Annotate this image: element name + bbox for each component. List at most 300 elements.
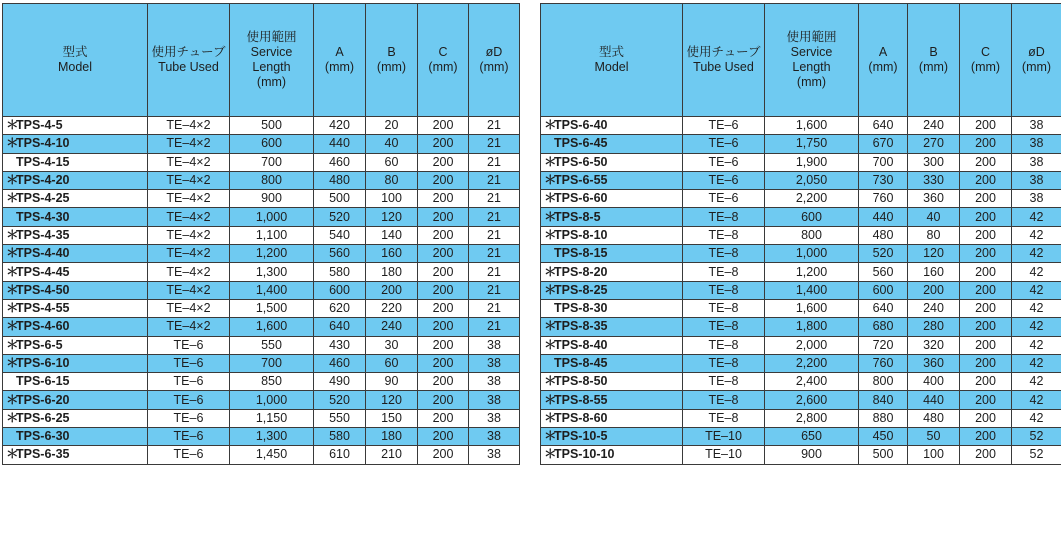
cell-model xyxy=(541,117,683,135)
cell-c: 200 xyxy=(418,428,469,446)
cell-a: 580 xyxy=(314,263,366,281)
cell-d: 42 xyxy=(1012,409,1061,427)
cell-b: 210 xyxy=(366,446,418,464)
asterisk-mark: ＊ xyxy=(544,374,557,389)
cell-a: 440 xyxy=(314,135,366,153)
cell-length: 1,100 xyxy=(230,226,314,244)
cell-model xyxy=(541,354,683,372)
model-text: TPS-10-5 xyxy=(554,429,608,444)
asterisk-mark: ＊ xyxy=(544,154,557,169)
cell-d: 38 xyxy=(1012,171,1061,189)
asterisk-mark: ＊ xyxy=(6,319,19,334)
cell-c: 200 xyxy=(418,135,469,153)
cell-c: 200 xyxy=(418,171,469,189)
cell-c: 200 xyxy=(418,391,469,409)
cell-length: 2,400 xyxy=(765,373,859,391)
table-row xyxy=(3,226,520,244)
cell-b: 60 xyxy=(366,153,418,171)
cell-model xyxy=(3,391,148,409)
cell-c: 200 xyxy=(960,263,1012,281)
cell-b: 90 xyxy=(366,373,418,391)
cell-c: 200 xyxy=(960,318,1012,336)
asterisk-mark: ＊ xyxy=(6,301,19,316)
cell-a: 680 xyxy=(859,318,908,336)
cell-a: 700 xyxy=(859,153,908,171)
asterisk-mark: ＊ xyxy=(544,118,557,133)
cell-a: 520 xyxy=(314,391,366,409)
cell-model xyxy=(541,446,683,464)
cell-model xyxy=(541,318,683,336)
cell-c: 200 xyxy=(960,135,1012,153)
cell-a: 840 xyxy=(859,391,908,409)
cell-model xyxy=(541,208,683,226)
asterisk-mark: ＊ xyxy=(544,264,557,279)
cell-c: 200 xyxy=(418,281,469,299)
cell-tube: TE–8 xyxy=(683,354,765,372)
cell-length: 550 xyxy=(230,336,314,354)
cell-tube: TE–8 xyxy=(683,409,765,427)
cell-c: 200 xyxy=(960,354,1012,372)
cell-d: 52 xyxy=(1012,428,1061,446)
asterisk-mark: ＊ xyxy=(6,173,19,188)
cell-d: 21 xyxy=(469,226,520,244)
cell-d: 42 xyxy=(1012,226,1061,244)
cell-model xyxy=(3,245,148,263)
cell-a: 460 xyxy=(314,354,366,372)
cell-b: 360 xyxy=(908,190,960,208)
table-row xyxy=(3,446,520,464)
cell-tube: TE–8 xyxy=(683,245,765,263)
model-text: TPS-6-50 xyxy=(554,154,608,169)
cell-tube: TE–4×2 xyxy=(148,299,230,317)
asterisk-mark: ＊ xyxy=(544,447,557,462)
cell-tube: TE–8 xyxy=(683,263,765,281)
cell-model xyxy=(3,409,148,427)
cell-a: 540 xyxy=(314,226,366,244)
asterisk-mark: ＊ xyxy=(6,191,19,206)
cell-length: 1,600 xyxy=(765,299,859,317)
cell-model xyxy=(541,153,683,171)
cell-model xyxy=(3,171,148,189)
table-header xyxy=(3,4,520,117)
cell-a: 580 xyxy=(314,428,366,446)
cell-length: 1,600 xyxy=(230,318,314,336)
cell-tube: TE–4×2 xyxy=(148,281,230,299)
cell-d: 42 xyxy=(1012,354,1061,372)
cell-d: 42 xyxy=(1012,336,1061,354)
cell-d: 21 xyxy=(469,171,520,189)
cell-length: 1,450 xyxy=(230,446,314,464)
cell-a: 760 xyxy=(859,354,908,372)
cell-length: 700 xyxy=(230,153,314,171)
header-b: B (mm) xyxy=(366,4,418,117)
table-row xyxy=(541,208,1061,226)
cell-tube: TE–6 xyxy=(148,336,230,354)
cell-model xyxy=(3,428,148,446)
header-model: 型式 Model xyxy=(3,4,148,117)
cell-tube: TE–4×2 xyxy=(148,117,230,135)
spec-table-left xyxy=(2,3,520,465)
cell-b: 80 xyxy=(366,171,418,189)
model-text: TPS-4-10 xyxy=(16,136,70,151)
model-text: TPS-4-45 xyxy=(16,264,70,279)
table-row xyxy=(541,373,1061,391)
table-body xyxy=(3,117,520,465)
cell-c: 200 xyxy=(960,117,1012,135)
cell-model xyxy=(3,263,148,281)
table-row xyxy=(3,391,520,409)
cell-b: 160 xyxy=(908,263,960,281)
table-row xyxy=(541,409,1061,427)
model-text: TPS-6-30 xyxy=(16,429,70,444)
header-model: 型式 Model xyxy=(541,4,683,117)
cell-d: 52 xyxy=(1012,446,1061,464)
cell-length: 1,900 xyxy=(765,153,859,171)
cell-tube: TE–6 xyxy=(148,446,230,464)
table-row xyxy=(541,428,1061,446)
model-text: TPS-6-10 xyxy=(16,356,70,370)
cell-length: 2,200 xyxy=(765,190,859,208)
table-row xyxy=(541,263,1061,281)
cell-tube: TE–6 xyxy=(683,135,765,153)
table-row xyxy=(3,336,520,354)
cell-b: 180 xyxy=(366,263,418,281)
cell-b: 200 xyxy=(908,281,960,299)
asterisk-mark: ＊ xyxy=(544,337,557,352)
asterisk-mark: ＊ xyxy=(544,429,557,444)
cell-tube: TE–8 xyxy=(683,281,765,299)
model-text: TPS-8-20 xyxy=(554,264,608,279)
cell-length: 800 xyxy=(230,171,314,189)
model-text: TPS-6-15 xyxy=(16,374,70,389)
cell-model xyxy=(541,281,683,299)
cell-model xyxy=(3,153,148,171)
cell-b: 120 xyxy=(366,208,418,226)
cell-d: 21 xyxy=(469,318,520,336)
model-text: TPS-4-20 xyxy=(16,173,70,188)
cell-length: 1,150 xyxy=(230,409,314,427)
cell-model xyxy=(541,299,683,317)
cell-model xyxy=(541,135,683,153)
cell-length: 1,200 xyxy=(765,263,859,281)
cell-model xyxy=(541,336,683,354)
table-row xyxy=(3,190,520,208)
header-c: C (mm) xyxy=(960,4,1012,117)
table-row xyxy=(3,171,520,189)
model-text: TPS-8-35 xyxy=(554,319,608,334)
cell-tube: TE–4×2 xyxy=(148,171,230,189)
cell-a: 800 xyxy=(859,373,908,391)
cell-d: 42 xyxy=(1012,318,1061,336)
cell-tube: TE–8 xyxy=(683,208,765,226)
cell-a: 560 xyxy=(314,245,366,263)
cell-tube: TE–6 xyxy=(148,409,230,427)
table-row xyxy=(3,281,520,299)
cell-length: 1,300 xyxy=(230,428,314,446)
cell-a: 640 xyxy=(314,318,366,336)
model-text: TPS-6-35 xyxy=(16,447,70,462)
asterisk-mark: ＊ xyxy=(544,173,557,188)
cell-b: 330 xyxy=(908,171,960,189)
cell-length: 500 xyxy=(230,117,314,135)
cell-length: 2,050 xyxy=(765,171,859,189)
header-c: C (mm) xyxy=(418,4,469,117)
cell-c: 200 xyxy=(418,153,469,171)
cell-d: 21 xyxy=(469,117,520,135)
cell-a: 610 xyxy=(314,446,366,464)
table-row xyxy=(3,409,520,427)
table-row xyxy=(3,245,520,263)
cell-b: 80 xyxy=(908,226,960,244)
cell-tube: TE–6 xyxy=(148,354,230,372)
table-row xyxy=(541,117,1061,135)
cell-length: 2,200 xyxy=(765,354,859,372)
cell-length: 800 xyxy=(765,226,859,244)
table-body xyxy=(541,117,1061,465)
cell-a: 600 xyxy=(859,281,908,299)
cell-length: 900 xyxy=(765,446,859,464)
cell-length: 600 xyxy=(230,135,314,153)
model-text: TPS-8-30 xyxy=(554,301,608,316)
cell-d: 38 xyxy=(469,373,520,391)
cell-d: 21 xyxy=(469,190,520,208)
cell-model xyxy=(541,391,683,409)
cell-a: 620 xyxy=(314,299,366,317)
cell-c: 200 xyxy=(418,208,469,226)
header-service-length: 使用範囲 Service Length (mm) xyxy=(230,4,314,117)
cell-model xyxy=(3,226,148,244)
table-row xyxy=(3,135,520,153)
cell-b: 120 xyxy=(908,245,960,263)
header-d: øD (mm) xyxy=(1012,4,1061,117)
table-row xyxy=(3,354,520,372)
cell-d: 38 xyxy=(1012,117,1061,135)
cell-b: 280 xyxy=(908,318,960,336)
cell-c: 200 xyxy=(960,171,1012,189)
cell-c: 200 xyxy=(418,117,469,135)
model-text: TPS-4-25 xyxy=(16,191,70,206)
table-row xyxy=(541,446,1061,464)
cell-d: 21 xyxy=(469,263,520,281)
cell-c: 200 xyxy=(960,299,1012,317)
model-text: TPS-6-45 xyxy=(554,136,608,151)
header-tube-used: 使用チューブ Tube Used xyxy=(148,4,230,117)
model-text: TPS-8-45 xyxy=(554,356,608,370)
spec-table-right xyxy=(540,3,1061,465)
cell-tube: TE–8 xyxy=(683,391,765,409)
table-row xyxy=(541,226,1061,244)
cell-tube: TE–4×2 xyxy=(148,245,230,263)
cell-tube: TE–6 xyxy=(683,190,765,208)
cell-b: 270 xyxy=(908,135,960,153)
cell-c: 200 xyxy=(418,336,469,354)
cell-model xyxy=(3,281,148,299)
cell-b: 30 xyxy=(366,336,418,354)
cell-a: 640 xyxy=(859,299,908,317)
table-row xyxy=(3,373,520,391)
cell-d: 38 xyxy=(469,336,520,354)
cell-d: 38 xyxy=(1012,135,1061,153)
cell-a: 500 xyxy=(314,190,366,208)
cell-c: 200 xyxy=(960,190,1012,208)
cell-model xyxy=(541,373,683,391)
cell-c: 200 xyxy=(960,446,1012,464)
cell-model xyxy=(3,373,148,391)
cell-tube: TE–6 xyxy=(148,391,230,409)
cell-length: 1,300 xyxy=(230,263,314,281)
table-row xyxy=(541,171,1061,189)
asterisk-mark: ＊ xyxy=(544,191,557,206)
model-text: TPS-4-40 xyxy=(16,246,70,261)
cell-b: 240 xyxy=(908,117,960,135)
model-text: TPS-8-55 xyxy=(554,392,608,407)
model-text: TPS-4-55 xyxy=(16,301,70,316)
model-text: TPS-6-5 xyxy=(16,337,63,352)
cell-b: 160 xyxy=(366,245,418,263)
table-row xyxy=(3,153,520,171)
asterisk-mark: ＊ xyxy=(6,118,19,133)
cell-length: 700 xyxy=(230,354,314,372)
cell-model xyxy=(3,299,148,317)
cell-length: 2,000 xyxy=(765,336,859,354)
cell-d: 42 xyxy=(1012,391,1061,409)
asterisk-mark: ＊ xyxy=(544,410,557,425)
cell-tube: TE–4×2 xyxy=(148,318,230,336)
model-text: TPS-4-60 xyxy=(16,319,70,334)
cell-tube: TE–6 xyxy=(148,428,230,446)
cell-b: 480 xyxy=(908,409,960,427)
model-text: TPS-4-15 xyxy=(16,154,70,169)
cell-b: 100 xyxy=(908,446,960,464)
cell-tube: TE–6 xyxy=(683,117,765,135)
table-row xyxy=(541,299,1061,317)
cell-tube: TE–8 xyxy=(683,336,765,354)
cell-c: 200 xyxy=(418,318,469,336)
cell-a: 500 xyxy=(859,446,908,464)
cell-tube: TE–4×2 xyxy=(148,190,230,208)
cell-model xyxy=(3,336,148,354)
cell-a: 720 xyxy=(859,336,908,354)
cell-model xyxy=(3,117,148,135)
cell-b: 220 xyxy=(366,299,418,317)
cell-tube: TE–8 xyxy=(683,299,765,317)
cell-c: 200 xyxy=(418,226,469,244)
cell-d: 38 xyxy=(469,354,520,372)
cell-model xyxy=(3,354,148,372)
cell-d: 42 xyxy=(1012,245,1061,263)
cell-d: 42 xyxy=(1012,263,1061,281)
cell-model xyxy=(541,190,683,208)
cell-a: 880 xyxy=(859,409,908,427)
cell-d: 42 xyxy=(1012,373,1061,391)
cell-tube: TE–10 xyxy=(683,446,765,464)
cell-b: 240 xyxy=(908,299,960,317)
cell-d: 38 xyxy=(1012,190,1061,208)
cell-d: 21 xyxy=(469,245,520,263)
cell-length: 900 xyxy=(230,190,314,208)
model-text: TPS-8-15 xyxy=(554,246,608,261)
cell-model xyxy=(541,226,683,244)
cell-a: 460 xyxy=(314,153,366,171)
cell-a: 760 xyxy=(859,190,908,208)
model-text: TPS-8-5 xyxy=(554,209,601,224)
cell-model xyxy=(3,190,148,208)
cell-c: 200 xyxy=(418,354,469,372)
table-row xyxy=(541,281,1061,299)
asterisk-mark: ＊ xyxy=(544,319,557,334)
cell-d: 21 xyxy=(469,208,520,226)
cell-a: 730 xyxy=(859,171,908,189)
cell-c: 200 xyxy=(418,245,469,263)
cell-length: 1,000 xyxy=(765,245,859,263)
cell-b: 400 xyxy=(908,373,960,391)
asterisk-mark: ＊ xyxy=(6,410,19,425)
cell-a: 670 xyxy=(859,135,908,153)
cell-d: 21 xyxy=(469,281,520,299)
cell-d: 42 xyxy=(1012,208,1061,226)
cell-tube: TE–10 xyxy=(683,428,765,446)
cell-d: 38 xyxy=(1012,153,1061,171)
cell-tube: TE–8 xyxy=(683,373,765,391)
cell-length: 1,400 xyxy=(230,281,314,299)
cell-length: 850 xyxy=(230,373,314,391)
table-row xyxy=(541,135,1061,153)
table-row xyxy=(541,245,1061,263)
model-text: TPS-8-60 xyxy=(554,410,608,425)
cell-a: 430 xyxy=(314,336,366,354)
cell-model xyxy=(3,208,148,226)
model-text: TPS-4-50 xyxy=(16,282,70,297)
cell-length: 1,000 xyxy=(230,208,314,226)
cell-length: 650 xyxy=(765,428,859,446)
model-text: TPS-4-5 xyxy=(16,118,63,133)
cell-d: 38 xyxy=(469,391,520,409)
cell-b: 360 xyxy=(908,354,960,372)
cell-c: 200 xyxy=(960,281,1012,299)
cell-a: 550 xyxy=(314,409,366,427)
model-text: TPS-8-10 xyxy=(554,227,608,242)
cell-model xyxy=(541,263,683,281)
cell-tube: TE–4×2 xyxy=(148,135,230,153)
cell-tube: TE–8 xyxy=(683,318,765,336)
cell-a: 520 xyxy=(859,245,908,263)
cell-c: 200 xyxy=(960,153,1012,171)
asterisk-mark: ＊ xyxy=(6,392,19,407)
cell-a: 480 xyxy=(859,226,908,244)
cell-d: 42 xyxy=(1012,281,1061,299)
cell-length: 1,200 xyxy=(230,245,314,263)
asterisk-mark: ＊ xyxy=(6,337,19,352)
table-row xyxy=(541,354,1061,372)
cell-length: 1,000 xyxy=(230,391,314,409)
asterisk-mark: ＊ xyxy=(6,246,19,261)
cell-b: 100 xyxy=(366,190,418,208)
cell-model xyxy=(541,409,683,427)
cell-c: 200 xyxy=(418,409,469,427)
cell-b: 50 xyxy=(908,428,960,446)
cell-b: 440 xyxy=(908,391,960,409)
cell-length: 1,800 xyxy=(765,318,859,336)
cell-c: 200 xyxy=(418,446,469,464)
cell-a: 420 xyxy=(314,117,366,135)
asterisk-mark: ＊ xyxy=(6,264,19,279)
table-row xyxy=(3,318,520,336)
table-row xyxy=(3,117,520,135)
model-text: TPS-4-30 xyxy=(16,209,70,224)
asterisk-mark: ＊ xyxy=(6,356,19,370)
cell-tube: TE–6 xyxy=(683,171,765,189)
model-text: TPS-6-60 xyxy=(554,191,608,206)
